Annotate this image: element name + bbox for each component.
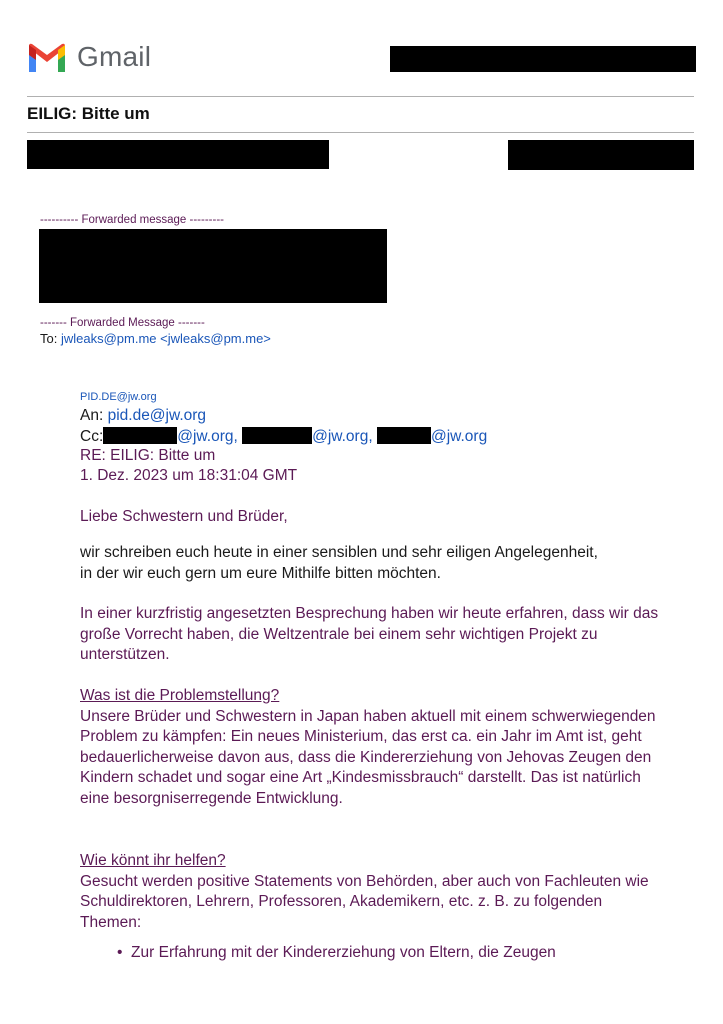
- an-label: An:: [80, 407, 104, 424]
- redacted-cc-name-2: [242, 427, 312, 444]
- paragraph-4: Gesucht werden positive Statements von Behörden, aber auch von Fachleuten wie Schuldirektoren, Lehrern, Professoren, Akademikern, etc. z. B. zu folgenden Themen:: [80, 872, 649, 931]
- inner-date: 1. Dez. 2023 um 18:31:04 GMT: [80, 467, 298, 484]
- cc-address-3[interactable]: @jw.org: [430, 428, 488, 445]
- cc-address-1[interactable]: @jw.org,: [177, 428, 238, 445]
- gmail-logo-icon: [27, 42, 67, 74]
- paragraph-2: In einer kurzfristig angesetzten Besprechung haben wir heute erfahren, dass wir das große Vorrecht haben, die Weltzentrale bei einem sehr wichtigen Projekt zu unterstützen.: [80, 605, 659, 663]
- paragraph-1: wir schreiben euch heute in einer sensiblen und sehr eiligen Angelegenheit, in der wir euch gern um eure Mithilfe bitten möchten.: [80, 544, 598, 582]
- inner-cc-line: [80, 427, 487, 446]
- section-help: [80, 851, 650, 933]
- gmail-brand-text: Gmail: [77, 41, 152, 72]
- header-divider-top: [27, 96, 694, 97]
- to-address-link[interactable]: jwleaks@pm.me: [60, 331, 157, 346]
- redacted-forward-headers: [39, 229, 387, 303]
- section-problem: [80, 686, 660, 809]
- header-divider-bottom: [27, 132, 694, 133]
- heading-problem: Was ist die Problemstellung?: [80, 687, 280, 704]
- redacted-account-block: [390, 46, 696, 72]
- cc-label: Cc:: [80, 428, 104, 445]
- greeting: Liebe Schwestern und Brüder,: [80, 508, 288, 525]
- bullet-text-1: Zur Erfahrung mit der Kindererziehung von Eltern, die Zeugen: [131, 944, 556, 961]
- bullet-item-1: [117, 944, 556, 962]
- inner-subject: RE: EILIG: Bitte um: [80, 447, 216, 464]
- to-label: To:: [40, 331, 58, 346]
- inner-sender-address[interactable]: PID.DE@jw.org: [80, 391, 157, 403]
- forwarded-message-label-2: ------- Forwarded Message -------: [40, 317, 205, 329]
- redacted-cc-name-3: [377, 427, 431, 444]
- bullet-dot-icon: •: [117, 944, 132, 961]
- email-subject: EILIG: Bitte um: [27, 104, 150, 123]
- redacted-date-block: [508, 140, 694, 170]
- forward-to-line: [40, 331, 271, 346]
- heading-help: Wie könnt ihr helfen?: [80, 852, 226, 869]
- cc-address-2[interactable]: @jw.org,: [312, 428, 373, 445]
- forwarded-message-label: ---------- Forwarded message ---------: [40, 214, 224, 226]
- an-address-link[interactable]: pid.de@jw.org: [107, 407, 207, 424]
- redacted-sender-block: [27, 140, 329, 169]
- redacted-cc-name-1: [103, 427, 177, 444]
- inner-to-line: [80, 407, 206, 425]
- to-address-bracketed[interactable]: <jwleaks@pm.me>: [160, 331, 271, 346]
- paragraph-3: Unsere Brüder und Schwestern in Japan haben aktuell mit einem schwerwiegenden Problem zu kämpfen: Ein neues Ministerium, das erst ca. ein Jahr im Amt ist, geht bedauerlicherweise davon aus, dass die Kindererziehung von Jehovas Zeugen den Kindern schadet und sogar eine Art „Kindesmissbrauch“ darstellt. Das ist natürlich eine besorgniserregende Entwicklung.: [80, 707, 656, 807]
